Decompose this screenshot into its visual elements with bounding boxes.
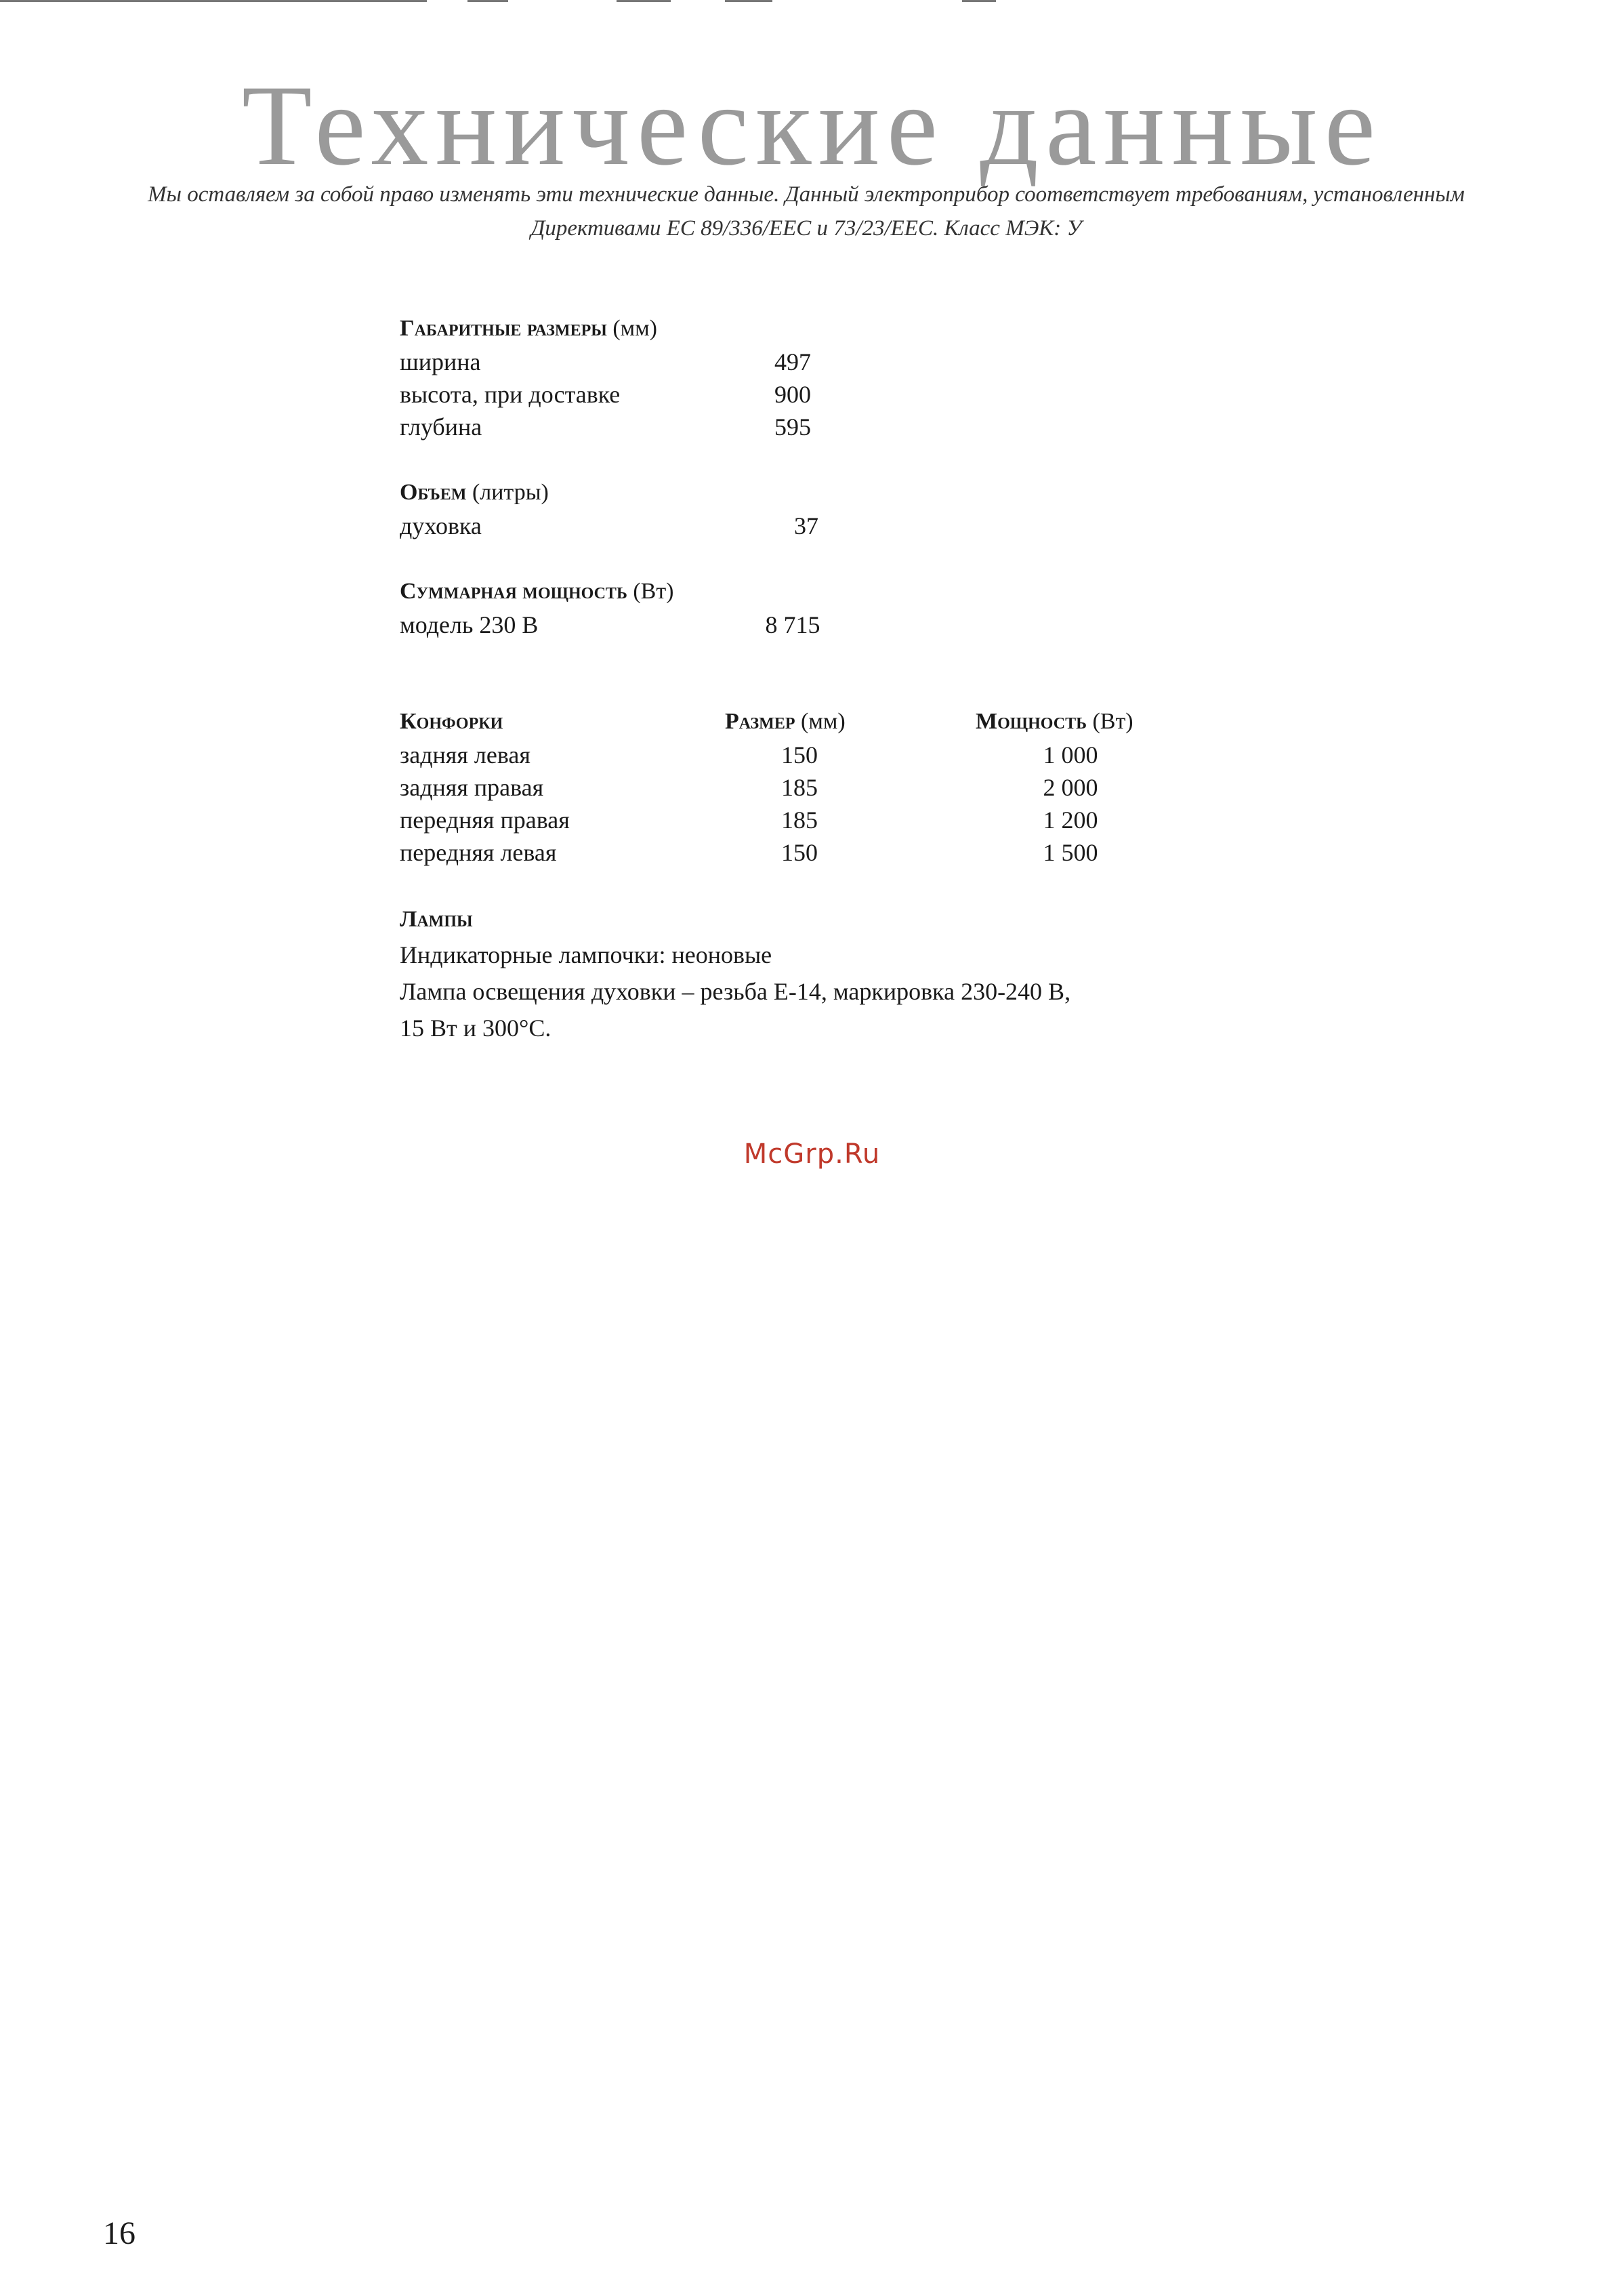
burner-size: 150 — [781, 741, 818, 768]
scan-artifact — [0, 0, 427, 2]
volume-unit: (литры) — [472, 480, 549, 505]
lamps-heading: Лампы — [400, 907, 473, 932]
burner-size: 150 — [781, 839, 818, 866]
volume-section — [400, 476, 1009, 542]
dimension-value: 497 — [774, 348, 811, 375]
burners-col-power-text: Мощность — [976, 709, 1087, 734]
burner-size: 185 — [781, 806, 818, 834]
dimension-label: высота, при доставке — [400, 381, 621, 408]
burner-power: 1 500 — [1043, 839, 1098, 866]
dimension-label: ширина — [400, 348, 481, 375]
lamps-line: Индикаторные лампочки: неоновые — [400, 941, 772, 968]
volume-heading — [400, 476, 1009, 510]
volume-value: 37 — [794, 512, 818, 539]
burner-power: 1 000 — [1043, 741, 1098, 768]
dimensions-section — [400, 312, 1009, 443]
power-unit: (Вт) — [633, 579, 674, 604]
burner-power: 2 000 — [1043, 774, 1098, 801]
dimension-row-height — [400, 378, 1009, 411]
dimension-value: 900 — [774, 381, 811, 408]
intro-paragraph: Мы оставляем за собой право изменять эти технические данные. Данный электроприбор соответствует требованиям, установленным Директивами ЕС 89/336/EEC и 73/23/EEC. Класс МЭК: У — [148, 182, 1465, 241]
burners-col-power — [976, 705, 1133, 739]
burner-name: задняя правая — [400, 774, 544, 801]
scan-artifact — [467, 0, 508, 2]
power-label: модель 230 В — [400, 611, 539, 638]
watermark-link[interactable]: McGrp.Ru — [743, 1139, 881, 1170]
dimensions-heading — [400, 312, 1009, 346]
dimension-row-depth — [400, 411, 1009, 443]
scan-artifact — [725, 0, 772, 2]
dimensions-unit: (мм) — [612, 316, 657, 341]
table-row — [400, 836, 1281, 869]
burner-size: 185 — [781, 774, 818, 801]
volume-heading-text: Объем — [400, 480, 467, 505]
power-heading — [400, 575, 1009, 609]
scan-artifact — [617, 0, 671, 2]
lamps-section — [400, 903, 1348, 1046]
power-value: 8 715 — [765, 611, 820, 638]
lamps-line: 15 Вт и 300°С. — [400, 1014, 551, 1042]
burners-col-power-unit: (Вт) — [1092, 709, 1133, 734]
burners-header-row — [400, 705, 1281, 739]
page-title: Технические данные — [241, 62, 1383, 189]
page-number: 16 — [103, 2215, 136, 2251]
dimension-label: глубина — [400, 413, 482, 440]
volume-label: духовка — [400, 512, 482, 539]
burner-name: задняя левая — [400, 741, 530, 768]
lamps-line: Лампа освещения духовки – резьба Е-14, маркировка 230-240 В, — [400, 978, 1071, 1005]
power-row-model — [400, 609, 1009, 641]
table-row — [400, 771, 1281, 804]
burners-col-size-text: Размер — [725, 709, 795, 734]
burners-col-name: Конфорки — [400, 709, 503, 734]
scan-artifact — [962, 0, 996, 2]
table-row — [400, 804, 1281, 836]
burners-table — [400, 705, 1281, 869]
burner-name: передняя правая — [400, 806, 570, 834]
burners-col-size-unit: (мм) — [801, 709, 846, 734]
dimension-value: 595 — [774, 413, 811, 440]
dimensions-heading-text: Габаритные размеры — [400, 316, 607, 341]
power-heading-text: Суммарная мощность — [400, 579, 627, 604]
power-section — [400, 575, 1009, 641]
burner-name: передняя левая — [400, 839, 557, 866]
table-row — [400, 739, 1281, 771]
volume-row-oven — [400, 510, 1009, 542]
dimension-row-width — [400, 346, 1009, 378]
burners-col-size — [725, 705, 846, 739]
burner-power: 1 200 — [1043, 806, 1098, 834]
